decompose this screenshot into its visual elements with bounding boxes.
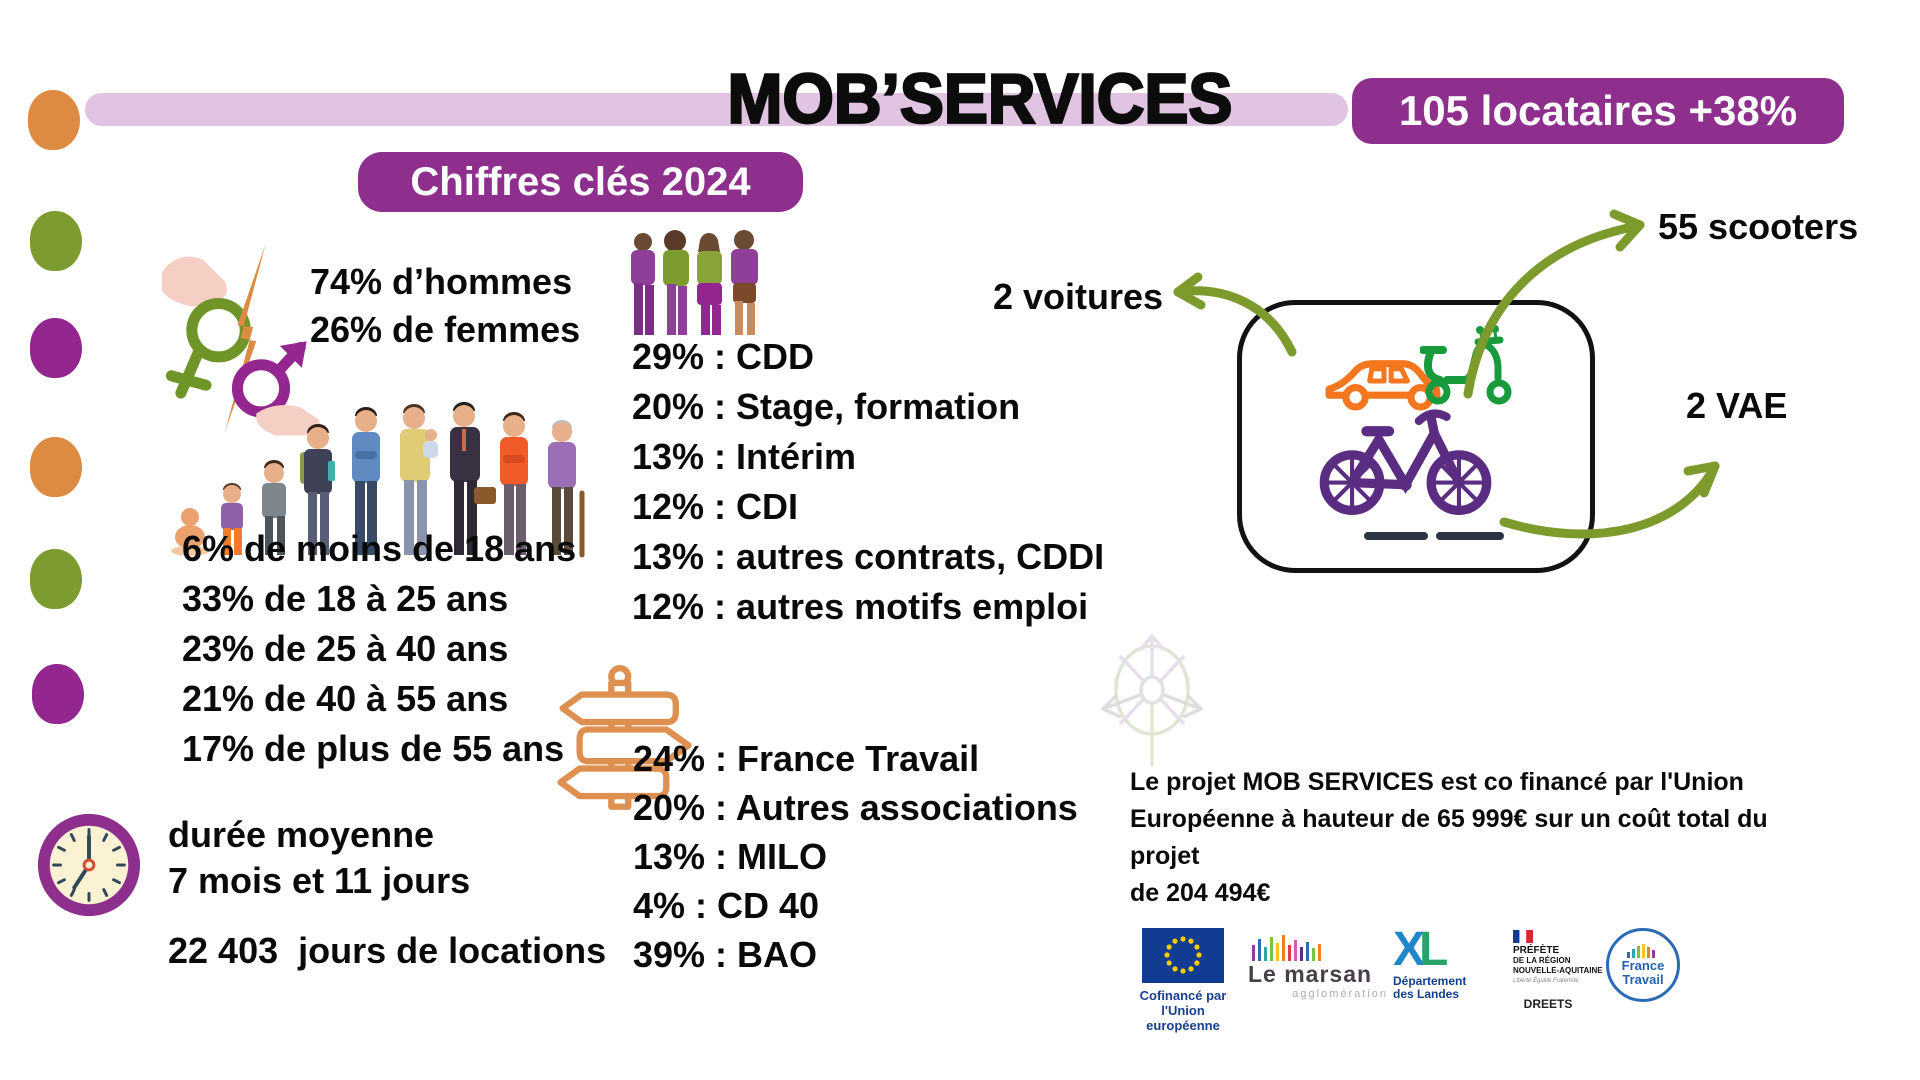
age-line: 6% de moins de 18 ans [182,528,577,569]
prefecture-name: DE LA RÉGION [1513,956,1571,965]
funding-line: Le projet MOB SERVICES est co financé par l'Union [1130,768,1744,796]
dot-orange-2 [30,437,82,497]
age-line: 33% de 18 à 25 ans [182,578,509,619]
age-line: 17% de plus de 55 ans [182,728,565,769]
prefecture-logo [1513,930,1603,1011]
age-stats [182,524,576,774]
contract-line: 20% : Stage, formation [632,386,1021,427]
duration-block [168,812,470,904]
walking-group-icon [625,228,770,343]
duration-label: durée moyenne [168,814,435,855]
referral-stats [633,734,1078,979]
contract-stats [632,332,1104,632]
france-travail-logo [1606,928,1680,1002]
eu-logo-caption: Cofinancé par [1139,988,1227,1003]
funding-line: Européenne à hauteur de 65 999€ sur un coût total du projet [1130,805,1768,870]
contract-line: 29% : CDD [632,336,815,377]
duration-value: 7 mois et 11 jours [168,860,471,901]
marsan-logo-tagline: agglomération [1292,988,1388,1000]
fleet-cars-label: 2 voitures [993,276,1164,317]
prefecture-name: PRÉFÈTE [1513,945,1560,956]
fleet-vae-label: 2 VAE [1686,385,1788,426]
xl-logo-caption: Département [1393,974,1467,988]
xl-logo-l: L [1419,923,1449,976]
france-travail-mark-icon [1626,943,1660,959]
prefecture-name: NOUVELLE-AQUITAINE [1513,966,1603,975]
bicycle-icon [1313,402,1498,518]
clock-icon [34,810,144,920]
eu-logo-caption: l'Union européenne [1146,1003,1220,1033]
xl-landes-logo [1393,923,1503,1001]
france-travail-name: France [1621,958,1665,973]
age-line: 23% de 25 à 40 ans [182,628,509,669]
referral-line: 13% : MILO [633,836,828,877]
rentals-total: 22 403 jours de locations [168,930,607,971]
contract-line: 13% : autres contrats, CDDI [632,536,1105,577]
dot-orange-1 [28,90,80,150]
fleet-scooters-label: 55 scooters [1658,206,1859,247]
dreets-label: DREETS [1523,997,1573,1011]
gender-men-line: 74% d’hommes [310,261,573,302]
xl-logo-x: X [1393,923,1426,976]
french-flag-icon [1513,930,1533,943]
scooter-icon [1420,322,1516,406]
eu-flag-icon [1142,928,1224,983]
marsan-logo-name: Le marsan [1248,961,1373,987]
referral-line: 39% : BAO [633,934,818,975]
referral-line: 20% : Autres associations [633,787,1078,828]
xl-logo-caption: des Landes [1393,987,1460,1001]
contract-line: 12% : CDI [632,486,799,527]
dot-purple-2 [32,664,84,724]
prefecture-motto: Liberté Égalité Fraternité [1513,978,1579,984]
referral-line: 4% : CD 40 [633,885,820,926]
gender-women-line: 26% de femmes [310,309,581,350]
france-travail-name: Travail [1622,972,1664,987]
gender-stats [310,258,580,354]
tenants-badge: 105 locataires +38% [1352,78,1844,144]
referral-line: 24% : France Travail [633,738,980,779]
dot-purple-1 [30,318,82,378]
eu-logo [1133,928,1233,1033]
road-dashes-icon [1360,528,1510,544]
funding-note [1130,764,1830,912]
contract-line: 13% : Intérim [632,436,857,477]
marsan-logo [1248,935,1388,1000]
key-figures-badge: Chiffres clés 2024 [358,152,803,212]
contract-line: 12% : autres motifs emploi [632,586,1089,627]
funding-line: de 204 494€ [1130,879,1271,907]
dot-green-2 [30,549,82,609]
dot-green-1 [30,211,82,271]
marsan-bars-icon [1252,935,1330,961]
page-title: MOB’SERVICES [727,58,1233,138]
compass-icon [1088,626,1216,768]
age-line: 21% de 40 à 55 ans [182,678,509,719]
